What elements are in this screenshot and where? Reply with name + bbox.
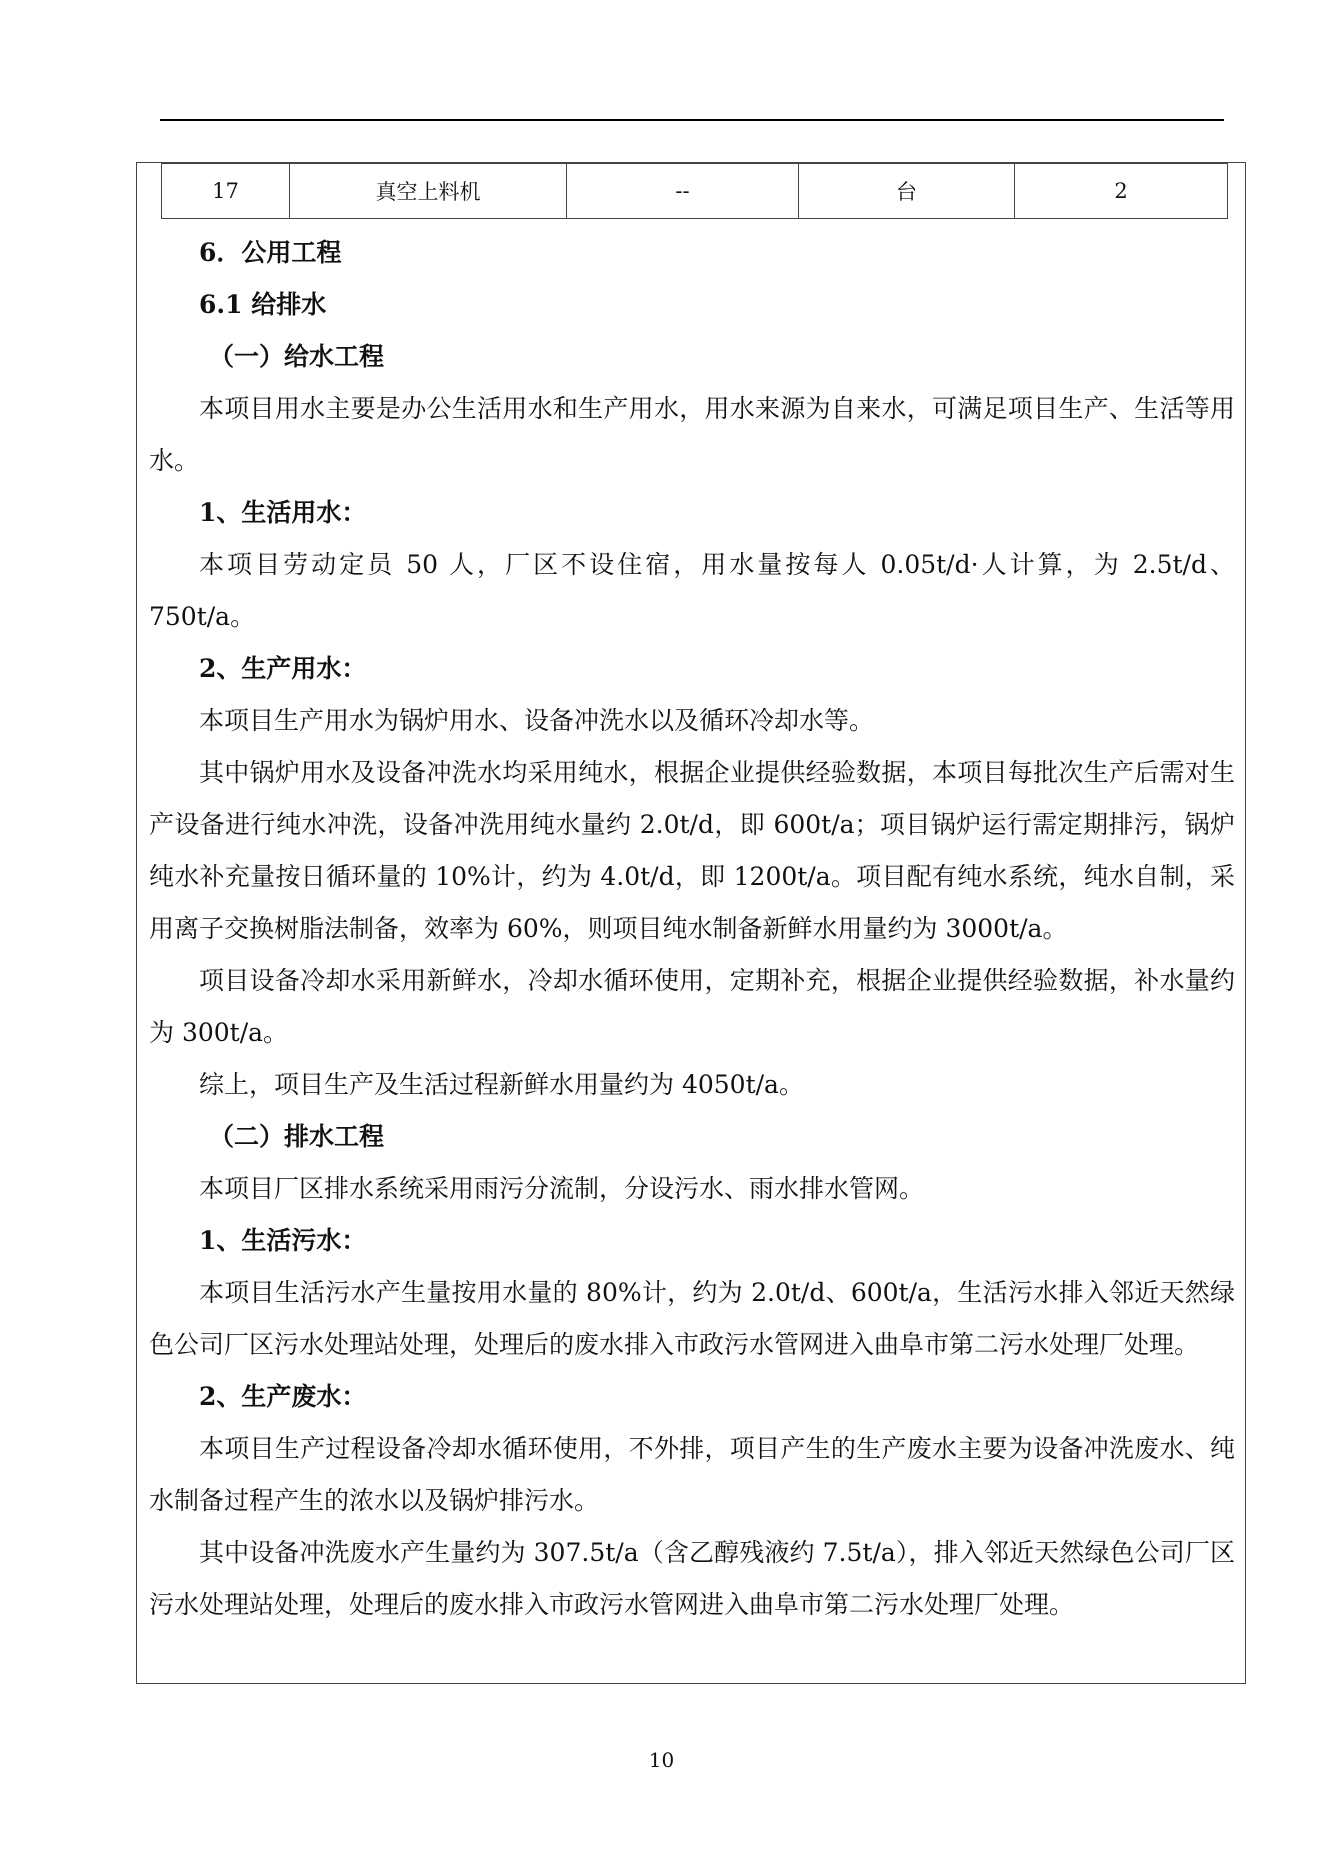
paragraph: 本项目生活污水产生量按用水量的 80%计，约为 2.0t/d、600t/a，生活污水排入邻近天然绿色公司厂区污水处理站处理，处理后的废水排入市政污水管网进入曲阜市第二污水处理厂处理。 <box>149 1278 1235 1359</box>
paragraph: 本项目用水主要是办公生活用水和生产用水，用水来源为自来水，可满足项目生产、生活等用水。 <box>149 394 1235 475</box>
cell-model: -- <box>567 164 799 219</box>
item-heading: 1、生活用水： <box>199 498 367 527</box>
paragraph: 其中锅炉用水及设备冲洗水均采用纯水，根据企业提供经验数据，本项目每批次生产后需对生产设备进行纯水冲洗，设备冲洗用纯水量约 2.0t/d，即 600t/a；项目锅炉运行需定期排污，锅炉纯水补充量按日循环量的 10%计，约为 4.0t/d，即 1200t/a。项目配有纯水系统，纯水自制，采用离子交换树脂法制备，效率为 60%，则项目纯水制备新鲜水用量约为 3000t/a。 <box>149 758 1235 943</box>
content-frame <box>136 162 1246 1684</box>
item-heading: 2、生产用水： <box>199 654 367 683</box>
section-heading: 6.1 给排水 <box>199 290 327 319</box>
section-heading: 6．公用工程 <box>199 238 342 267</box>
paragraph: 项目设备冷却水采用新鲜水，冷却水循环使用，定期补充，根据企业提供经验数据，补水量约为 300t/a。 <box>149 966 1235 1047</box>
table-row <box>162 164 1228 219</box>
cell-quantity: 2 <box>1015 164 1228 219</box>
cell-equipment-name: 真空上料机 <box>290 164 567 219</box>
paragraph: 本项目厂区排水系统采用雨污分流制，分设污水、雨水排水管网。 <box>199 1174 925 1203</box>
header-rule <box>160 119 1224 121</box>
paragraph: 本项目生产用水为锅炉用水、设备冲洗水以及循环冷却水等。 <box>199 706 875 735</box>
item-heading: 2、生产废水： <box>199 1382 367 1411</box>
paragraph: 本项目劳动定员 50 人，厂区不设住宿，用水量按每人 0.05t/d·人计算，为 2.5t/d、750t/a。 <box>149 550 1235 631</box>
cell-unit: 台 <box>799 164 1015 219</box>
page-number: 10 <box>648 1748 675 1772</box>
subsection-heading: （二）排水工程 <box>209 1122 385 1151</box>
paragraph: 综上，项目生产及生活过程新鲜水用量约为 4050t/a。 <box>199 1070 804 1099</box>
subsection-heading: （一）给水工程 <box>209 342 385 371</box>
equipment-table <box>161 163 1228 219</box>
cell-index: 17 <box>162 164 290 219</box>
paragraph: 本项目生产过程设备冷却水循环使用，不外排，项目产生的生产废水主要为设备冲洗废水、纯水制备过程产生的浓水以及锅炉排污水。 <box>149 1434 1235 1515</box>
paragraph: 其中设备冲洗废水产生量约为 307.5t/a（含乙醇残液约 7.5t/a），排入邻近天然绿色公司厂区污水处理站处理，处理后的废水排入市政污水管网进入曲阜市第二污水处理厂处理。 <box>149 1538 1235 1619</box>
body-text <box>149 227 1235 1631</box>
item-heading: 1、生活污水： <box>199 1226 367 1255</box>
